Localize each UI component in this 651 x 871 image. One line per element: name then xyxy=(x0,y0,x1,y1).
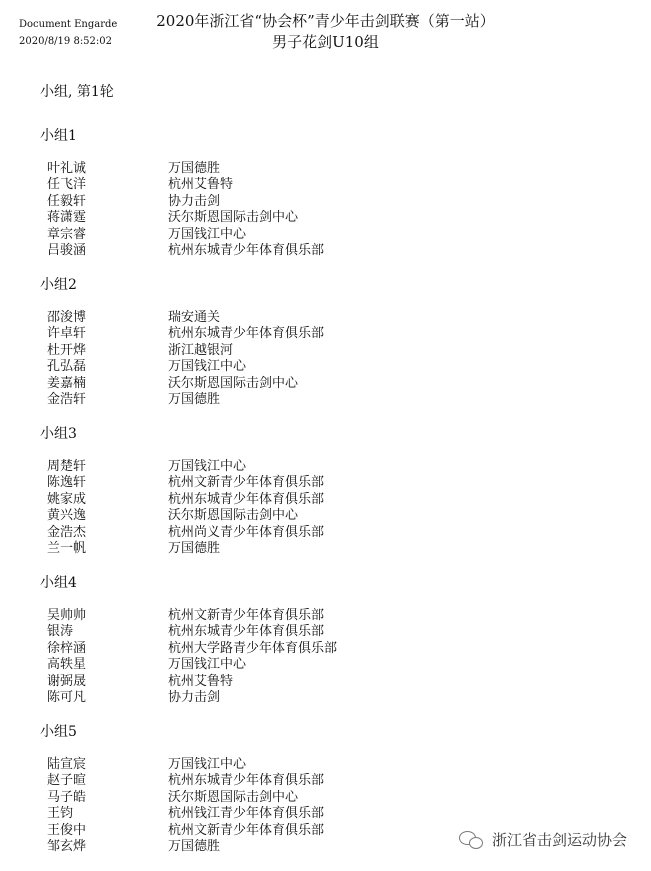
fencer-name: 赵子暄 xyxy=(47,773,87,789)
fencer-name: 陈逸轩 xyxy=(47,475,87,491)
fencer-name: 金浩杰 xyxy=(47,524,87,540)
fencer-name: 姚家成 xyxy=(47,491,87,507)
fencer-club: 万国德胜 xyxy=(168,391,221,407)
fencer-club: 沃尔斯恩国际击剑中心 xyxy=(168,508,299,524)
fencer-row xyxy=(40,343,620,359)
fencer-club: 沃尔斯恩国际击剑中心 xyxy=(168,210,299,226)
fencer-name: 章宗睿 xyxy=(47,226,87,242)
fencer-row xyxy=(40,359,620,375)
fencer-name: 徐梓涵 xyxy=(47,640,87,656)
fencer-club: 杭州东城青少年体育俱乐部 xyxy=(168,326,325,342)
fencer-club: 杭州艾鲁特 xyxy=(168,177,234,193)
fencer-row xyxy=(40,657,620,673)
fencer-club: 杭州钱江青少年体育俱乐部 xyxy=(168,806,325,822)
fencer-name: 陈可凡 xyxy=(47,689,87,705)
fencer-club: 杭州文新青少年体育俱乐部 xyxy=(168,822,325,838)
fencer-club: 浙江越银河 xyxy=(168,342,234,358)
fencer-club: 杭州文新青少年体育俱乐部 xyxy=(168,608,325,623)
round-title: 小组, 第1轮 xyxy=(40,84,114,100)
fencer-name: 姜嘉楠 xyxy=(47,375,87,391)
fencer-row xyxy=(40,475,620,491)
fencer-club: 万国钱江中心 xyxy=(168,226,247,242)
fencer-name: 任毅轩 xyxy=(47,193,87,209)
fencer-club: 万国钱江中心 xyxy=(168,359,247,375)
fencer-row xyxy=(40,806,620,822)
fencer-row xyxy=(40,541,620,557)
fencer-row xyxy=(40,624,620,640)
pool-group xyxy=(40,424,620,573)
fencer-row xyxy=(40,773,620,789)
fencer-name: 蒋潇霆 xyxy=(47,210,87,226)
fencer-club: 杭州艾鲁特 xyxy=(168,673,234,689)
fencer-club: 协力击剑 xyxy=(168,193,221,209)
competition-title: 2020年浙江省“协会杯”青少年击剑联赛（第一站） xyxy=(156,12,495,30)
fencer-row xyxy=(40,392,620,408)
fencer-row xyxy=(40,459,620,475)
print-timestamp: 2020/8/19 8:52:02 xyxy=(19,36,113,47)
fencer-name: 杜开烨 xyxy=(47,342,87,358)
fencer-row xyxy=(40,243,620,259)
watermark xyxy=(458,828,627,850)
fencer-name: 任飞洋 xyxy=(47,177,87,193)
fencer-name: 邹玄烨 xyxy=(47,838,87,854)
fencer-row xyxy=(40,492,620,508)
fencer-name: 吕骏涵 xyxy=(47,242,87,258)
fencer-row xyxy=(40,690,620,706)
fencer-club: 万国德胜 xyxy=(168,838,221,854)
fencer-club: 瑞安通关 xyxy=(168,310,221,325)
fencer-name: 马子皓 xyxy=(47,789,87,805)
fencer-club: 杭州东城青少年体育俱乐部 xyxy=(168,624,325,640)
pool-title: 小组4 xyxy=(40,575,77,591)
fencer-club: 万国钱江中心 xyxy=(168,657,247,673)
fencer-club: 万国德胜 xyxy=(168,540,221,556)
fencer-row xyxy=(40,161,620,177)
fencer-club: 杭州尚义青少年体育俱乐部 xyxy=(168,524,325,540)
pool-title: 小组5 xyxy=(40,724,77,740)
fencer-name: 邵浚博 xyxy=(47,310,87,325)
fencer-row xyxy=(40,177,620,193)
fencer-row xyxy=(40,376,620,392)
fencer-name: 吴帅帅 xyxy=(47,608,87,623)
fencer-name: 周楚轩 xyxy=(47,459,87,474)
fencer-club: 万国钱江中心 xyxy=(168,757,247,772)
fencer-row xyxy=(40,757,620,773)
fencer-row xyxy=(40,210,620,226)
fencer-name: 王钧 xyxy=(47,806,74,822)
document-title xyxy=(0,11,651,53)
software-name: Document Engarde xyxy=(19,19,118,30)
fencer-club: 协力击剑 xyxy=(168,689,221,705)
fencer-row xyxy=(40,641,620,657)
fencer-row xyxy=(40,525,620,541)
fencer-name: 许卓轩 xyxy=(47,326,87,342)
fencer-name: 金浩轩 xyxy=(47,391,87,407)
fencer-club: 万国德胜 xyxy=(168,161,221,176)
pool-title: 小组1 xyxy=(40,128,77,144)
fencer-name: 银涛 xyxy=(47,624,74,640)
fencer-club: 万国钱江中心 xyxy=(168,459,247,474)
fencer-club: 杭州东城青少年体育俱乐部 xyxy=(168,491,325,507)
fencer-row xyxy=(40,674,620,690)
pool-title: 小组2 xyxy=(40,277,77,293)
fencer-club: 杭州文新青少年体育俱乐部 xyxy=(168,475,325,491)
fencer-name: 黄兴逸 xyxy=(47,508,87,524)
fencer-name: 孔弘磊 xyxy=(47,359,87,375)
pool-list xyxy=(40,126,620,871)
pool-group xyxy=(40,126,620,275)
fencer-row xyxy=(40,608,620,624)
fencer-name: 陆宣宸 xyxy=(47,757,87,772)
fencer-club: 沃尔斯恩国际击剑中心 xyxy=(168,375,299,391)
fencer-row xyxy=(40,310,620,326)
fencer-club: 杭州东城青少年体育俱乐部 xyxy=(168,773,325,789)
watermark-text: 浙江省击剑运动协会 xyxy=(492,830,628,849)
fencer-row xyxy=(40,790,620,806)
fencer-row xyxy=(40,326,620,342)
fencer-club: 杭州大学路青少年体育俱乐部 xyxy=(168,640,338,656)
fencer-row xyxy=(40,194,620,210)
wechat-icon xyxy=(458,828,484,850)
fencer-name: 叶礼诚 xyxy=(47,161,87,176)
pool-group xyxy=(40,275,620,424)
fencer-club: 沃尔斯恩国际击剑中心 xyxy=(168,789,299,805)
fencer-name: 兰一帆 xyxy=(47,540,87,556)
pool-title: 小组3 xyxy=(40,426,77,442)
event-title: 男子花剑U10组 xyxy=(272,33,379,51)
pool-group xyxy=(40,573,620,722)
fencer-name: 高轶星 xyxy=(47,657,87,673)
fencer-name: 谢弼晟 xyxy=(47,673,87,689)
fencer-row xyxy=(40,508,620,524)
fencer-club: 杭州东城青少年体育俱乐部 xyxy=(168,242,325,258)
fencer-row xyxy=(40,227,620,243)
fencer-name: 王俊中 xyxy=(47,822,87,838)
